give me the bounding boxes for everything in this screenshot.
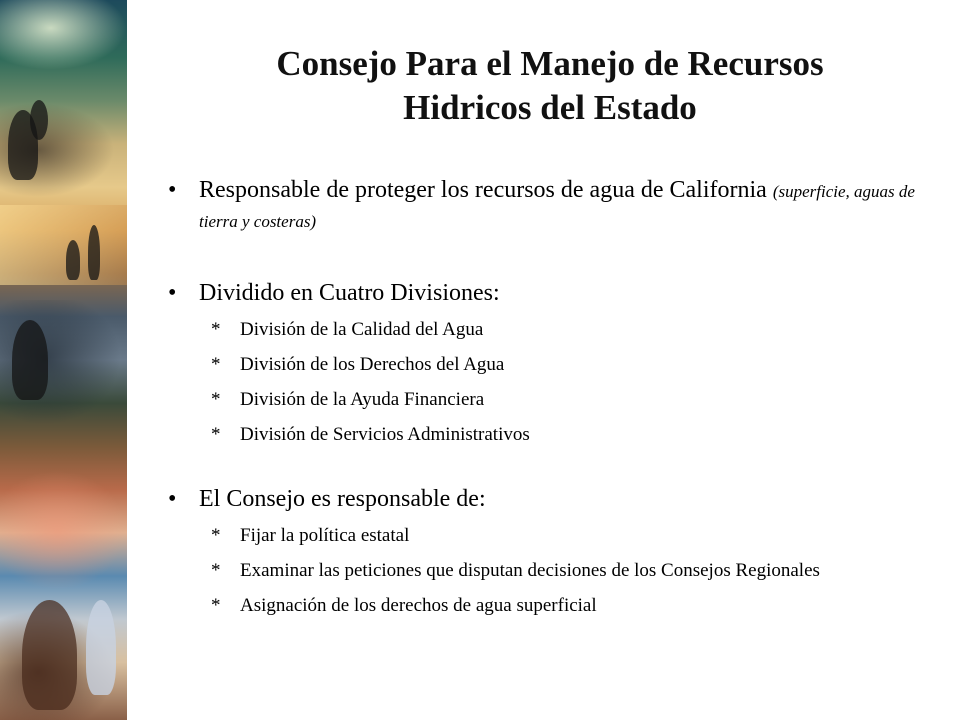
photo-collage-image (0, 0, 127, 720)
sub-item-text: División de la Calidad del Agua (240, 319, 484, 340)
collage-figure (66, 240, 80, 280)
collage-figure (30, 100, 48, 140)
sub-marker: * (211, 560, 221, 581)
sub-marker: * (211, 319, 221, 340)
sub-item-text: División de Servicios Administrativos (240, 424, 530, 445)
sub-item-text: Examinar las peticiones que disputan decisiones de los Consejos Regionales (240, 560, 820, 581)
slide-title-line-2: Hidricos del Estado (403, 88, 697, 127)
bullet-note: (superficie, aguas de tierra y costeras) (199, 182, 915, 231)
collage-children-photo (0, 470, 127, 590)
sub-marker: * (211, 595, 221, 616)
bullet-responsibility (168, 176, 948, 236)
bullet-marker: • (168, 486, 177, 512)
bullet-divisions (168, 279, 948, 307)
bullet-marker: • (168, 280, 177, 306)
sub-item (168, 424, 948, 446)
sub-item (168, 319, 948, 341)
bullet-text: Responsable de proteger los recursos de agua de California (199, 177, 773, 203)
collage-figure (86, 600, 116, 695)
bullet-text: Dividido en Cuatro Divisiones: (199, 280, 500, 306)
sub-item-text: División de la Ayuda Financiera (240, 389, 485, 410)
collage-figure (22, 600, 77, 710)
bullet-council-duties (168, 485, 948, 513)
sub-marker: * (211, 389, 221, 410)
collage-figure (12, 320, 48, 400)
bullet-marker: • (168, 177, 177, 203)
sub-item (168, 389, 948, 411)
collage-sunset-photo (0, 205, 127, 285)
sub-item (168, 560, 948, 582)
slide-title (150, 42, 950, 130)
sub-item-text: Asignación de los derechos de agua superficial (240, 595, 597, 616)
sub-item (168, 525, 948, 547)
sub-item (168, 595, 948, 617)
sub-item-text: Fijar la política estatal (240, 525, 410, 546)
sub-marker: * (211, 354, 221, 375)
sub-item-text: División de los Derechos del Agua (240, 354, 505, 375)
sub-marker: * (211, 525, 221, 546)
collage-figure (88, 225, 100, 280)
collage-forest-light (0, 0, 127, 70)
sub-item (168, 354, 948, 376)
slide-body (168, 176, 948, 617)
sub-marker: * (211, 424, 221, 445)
slide-title-line-1: Consejo Para el Manejo de Recursos (276, 44, 824, 83)
bullet-text: El Consejo es responsable de: (199, 486, 486, 512)
